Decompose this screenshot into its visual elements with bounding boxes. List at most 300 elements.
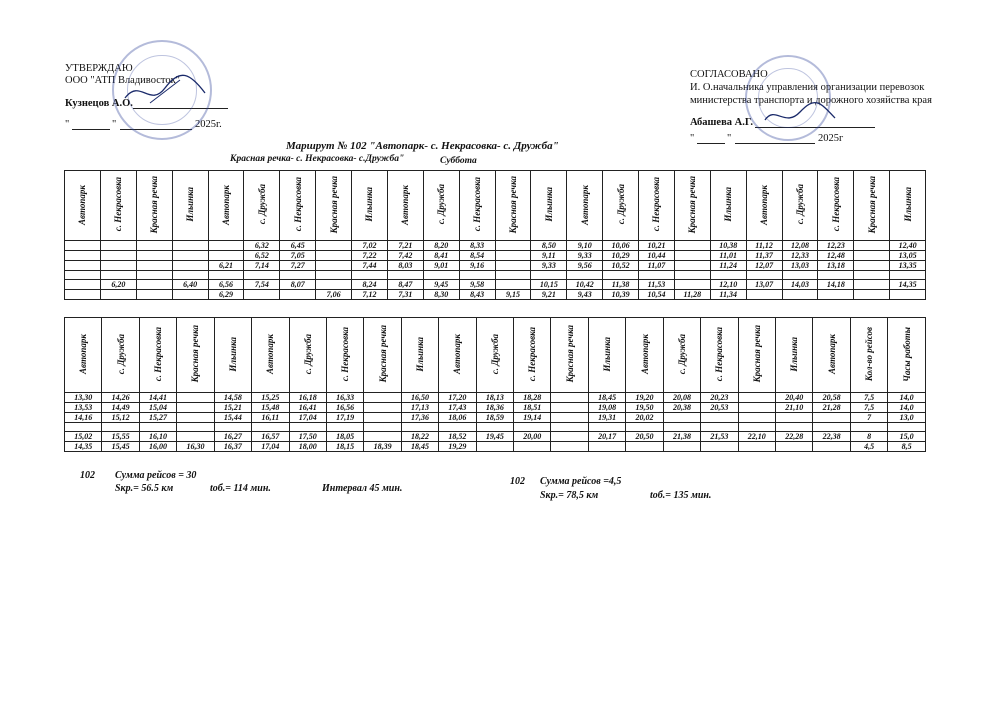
table-cell: 18,59 [476,413,513,423]
table-cell: 8,47 [387,280,423,290]
table-cell [738,413,775,423]
table-cell: 13,53 [65,403,102,413]
column-header-label: Ильинка [602,336,613,372]
column-header [459,171,495,241]
table-cell [514,442,551,452]
table-cell [244,290,280,300]
table-cell: 16,37 [214,442,251,452]
table-cell: 7,5 [850,393,887,403]
table-cell [177,423,214,432]
table-cell: 20,23 [701,393,738,403]
table-row [65,432,926,442]
column-header-label: с. Дружба [489,333,500,375]
table-cell [65,241,101,251]
table-cell [316,280,352,290]
column-header-label: Автопарк [77,184,88,225]
table-cell [818,271,854,280]
table-cell [495,241,531,251]
table-cell: 10,21 [639,241,675,251]
table-cell: 17,36 [401,413,438,423]
table-cell [208,241,244,251]
table-cell [854,290,890,300]
table-cell: 8,5 [888,442,926,452]
table-row [65,280,926,290]
route-subtitle: Красная речка- с. Некрасовка- с.Дружба" [230,154,405,164]
column-header [890,171,926,241]
table-cell: 21,10 [776,403,813,413]
table-cell [626,442,663,452]
table-cell [172,290,208,300]
table-cell: 15,25 [252,393,289,403]
table-cell [364,393,401,403]
table-cell: 14,26 [102,393,139,403]
table-cell: 7,54 [244,280,280,290]
column-header-label: Ильинка [364,187,375,222]
table-cell [139,423,176,432]
table-cell: 17,19 [326,413,363,423]
table-cell [364,432,401,442]
table-cell: 13,30 [65,393,102,403]
table-cell: 14,18 [818,280,854,290]
table-cell [136,241,172,251]
approval-left-day-line [72,129,110,130]
table-cell: 11,12 [746,241,782,251]
table-cell: 22,28 [776,432,813,442]
table-cell [100,271,136,280]
table-cell: 9,10 [567,241,603,251]
table-cell: 15,04 [139,403,176,413]
column-header [603,171,639,241]
column-header [701,318,738,393]
column-header-label: Ильинка [415,336,425,372]
approval-right-day-line [697,143,725,144]
table-cell: 9,16 [459,261,495,271]
table-cell [208,271,244,280]
table-cell [854,241,890,251]
table-cell [280,290,316,300]
table-cell [551,442,588,452]
column-header-label: Автопарк [826,334,837,374]
table-cell: 18,52 [439,432,476,442]
column-header [746,171,782,241]
table-cell: 20,40 [776,393,813,403]
table-cell [316,271,352,280]
table-cell: 9,01 [423,261,459,271]
table-cell: 12,40 [890,241,926,251]
table-cell: 8,20 [423,241,459,251]
table-cell: 18,51 [514,403,551,413]
table-cell [177,403,214,413]
column-header-label: Автопарк [639,334,650,374]
table-cell [136,280,172,290]
table-cell: 8,24 [352,280,388,290]
table-cell: 12,08 [782,241,818,251]
table-cell [663,442,700,452]
table-row [65,241,926,251]
column-header [776,318,813,393]
table-cell: 9,33 [567,251,603,261]
column-header [364,318,401,393]
column-header-label: Автопарк [265,334,276,374]
table-cell [177,393,214,403]
column-header [280,171,316,241]
column-header [326,318,363,393]
table-cell [701,413,738,423]
column-header-label: с. Некрасовка [113,177,124,232]
column-header [177,318,214,393]
table-cell: 16,30 [177,442,214,452]
table-cell [352,271,388,280]
table-cell: 12,23 [818,241,854,251]
column-header [663,318,700,393]
table-cell: 13,35 [890,261,926,271]
table-cell [663,413,700,423]
table-cell [813,442,850,452]
column-header-label: с. Некрасовка [292,177,303,232]
column-header [674,171,710,241]
table-row [65,403,926,413]
table-cell: 6,40 [172,280,208,290]
table-cell [65,290,101,300]
table-cell: 17,13 [401,403,438,413]
column-header [514,318,551,393]
table-cell [100,290,136,300]
footer-right-trips: Сумма рейсов =4,5 [540,476,622,487]
table-cell [701,442,738,452]
table-row [65,261,926,271]
table-cell [588,423,625,432]
approval-right-date-close: " [727,133,732,144]
table-cell: 16,18 [289,393,326,403]
table-cell [701,423,738,432]
table-cell: 14,35 [65,442,102,452]
table-cell: 17,20 [439,393,476,403]
table-cell [890,271,926,280]
table-cell [316,241,352,251]
column-header-label: с. Дружба [794,184,805,225]
footer-left-route: 102 [80,470,95,481]
table-cell: 16,41 [289,403,326,413]
table-cell [746,271,782,280]
table-cell: 12,33 [782,251,818,261]
table-cell: 16,56 [326,403,363,413]
column-header [172,171,208,241]
table-cell: 13,18 [818,261,854,271]
table-row [65,423,926,432]
column-header [551,318,588,393]
table-cell: 11,37 [746,251,782,261]
table-cell: 6,52 [244,251,280,261]
table-cell: 18,36 [476,403,513,413]
approval-right-position-2: министерства транспорта и дорожного хозяйства края [690,95,932,106]
column-header-label: с. Дружба [615,184,626,225]
table-cell: 18,39 [364,442,401,452]
table-cell: 19,20 [626,393,663,403]
table-cell [663,423,700,432]
table-cell [551,413,588,423]
table-cell [746,290,782,300]
table-cell: 14,16 [65,413,102,423]
table-cell: 8,33 [459,241,495,251]
table-cell: 15,55 [102,432,139,442]
column-header-label: с. Некрасовка [153,326,164,382]
table-cell: 14,41 [139,393,176,403]
table-cell: 8,07 [280,280,316,290]
table-cell [551,423,588,432]
column-header [65,318,102,393]
table-cell [214,423,251,432]
table-cell: 20,17 [588,432,625,442]
table-cell: 11,28 [674,290,710,300]
table-cell [854,271,890,280]
table-cell: 13,0 [888,413,926,423]
table-cell: 10,38 [710,241,746,251]
table-cell: 20,00 [514,432,551,442]
table-cell [710,271,746,280]
table-cell [782,271,818,280]
table-cell: 15,45 [102,442,139,452]
table-cell: 6,56 [208,280,244,290]
column-header [531,171,567,241]
table-cell: 21,28 [813,403,850,413]
table-cell: 7,27 [280,261,316,271]
table-cell: 14,35 [890,280,926,290]
table-cell [177,413,214,423]
table-cell [316,251,352,261]
table-cell: 10,29 [603,251,639,261]
table-cell [439,423,476,432]
table-cell: 11,07 [639,261,675,271]
column-header [65,171,101,241]
table-cell: 7,06 [316,290,352,300]
column-header-label: с. Дружба [256,184,267,225]
table-cell [495,280,531,290]
table-cell [551,403,588,413]
table-cell: 8,54 [459,251,495,261]
table-cell [495,251,531,261]
column-header [813,318,850,393]
table-cell: 12,48 [818,251,854,261]
table-cell: 19,08 [588,403,625,413]
table-cell [738,403,775,413]
column-header-label: Красная речка [751,325,762,383]
column-header [782,171,818,241]
column-header-label: с. Некрасовка [472,177,483,232]
table-cell [776,423,813,432]
table-cell: 16,11 [252,413,289,423]
table-cell [459,271,495,280]
table-cell: 14,58 [214,393,251,403]
column-header-label: Красная речка [149,175,160,234]
column-header [850,318,887,393]
table-cell [65,261,101,271]
footer-right-turnaround: tоб.= 135 мин. [650,490,712,501]
table-cell: 7,12 [352,290,388,300]
table-cell: 20,53 [701,403,738,413]
table-cell: 11,24 [710,261,746,271]
table-cell: 8,03 [387,261,423,271]
column-header [626,318,663,393]
approval-right-month-line [735,143,815,144]
table-cell [588,442,625,452]
table-cell: 16,10 [139,432,176,442]
day-label: Суббота [440,156,477,166]
column-header [352,171,388,241]
footer-left-turnaround: tоб.= 114 мин. [210,483,271,494]
column-header [244,171,280,241]
table-cell: 10,52 [603,261,639,271]
approval-right-position-1: И. О.начальника управления организации перевозок [690,82,925,93]
table-cell: 22,10 [738,432,775,442]
table-cell: 20,08 [663,393,700,403]
table-cell [674,251,710,261]
column-header [588,318,625,393]
table-cell [476,442,513,452]
column-header-label: Автопарк [78,334,89,374]
table-cell [65,423,102,432]
footer-left-trips: Сумма рейсов = 30 [115,470,197,481]
column-header-label: Ильинка [902,187,913,222]
table-cell [551,393,588,403]
table-cell: 7,14 [244,261,280,271]
table-cell [172,271,208,280]
column-header-label: Кол-во рейсов [864,326,875,382]
table-cell: 18,45 [588,393,625,403]
column-header-label: с. Некрасовка [527,326,538,382]
table-cell: 7,02 [352,241,388,251]
table-cell [364,423,401,432]
table-cell: 18,15 [326,442,363,452]
table-cell [626,423,663,432]
column-header [316,171,352,241]
table-cell: 10,44 [639,251,675,261]
table-cell [850,423,887,432]
signature-left [120,68,210,113]
approval-left-org: ООО "АТП Владивосток" [65,75,180,86]
table-cell: 11,53 [639,280,675,290]
table-cell: 20,50 [626,432,663,442]
table-cell [854,261,890,271]
table-cell: 19,45 [476,432,513,442]
column-header-label: Ильинка [543,187,554,222]
table-cell [208,251,244,261]
table-cell: 15,0 [888,432,926,442]
table-cell [252,423,289,432]
schedule-table-1 [64,170,926,300]
column-header-label: Автопарк [759,184,770,225]
table-cell [326,423,363,432]
table-cell [100,251,136,261]
table-cell: 7,21 [387,241,423,251]
signature-right [760,100,840,130]
table-cell [674,241,710,251]
column-header [387,171,423,241]
table-cell [888,423,926,432]
table-cell [172,241,208,251]
table-cell: 16,27 [214,432,251,442]
approval-left-date-open: " [65,119,70,130]
table-cell: 17,04 [252,442,289,452]
column-header-label: с. Некрасовка [714,326,725,382]
table-cell [776,442,813,452]
table-cell: 16,33 [326,393,363,403]
table-cell: 15,21 [214,403,251,413]
table-cell [476,423,513,432]
table-cell: 20,02 [626,413,663,423]
table-cell: 16,00 [139,442,176,452]
table-cell [495,261,531,271]
table-cell [603,271,639,280]
column-header [639,171,675,241]
column-header [818,171,854,241]
column-header-label: с. Дружба [436,184,447,225]
table-cell: 6,20 [100,280,136,290]
column-header-label: Ильинка [227,336,238,372]
column-header [100,171,136,241]
footer-right-distance: Sкр.= 78,5 км [540,490,599,501]
table-cell: 20,58 [813,393,850,403]
table-cell [813,413,850,423]
table-cell [818,290,854,300]
table-cell [674,280,710,290]
table-row [65,290,926,300]
column-header-label: Красная речка [328,175,339,234]
table-cell: 9,11 [531,251,567,261]
table-cell [567,271,603,280]
column-header-label: Автопарк [579,184,590,225]
column-header [139,318,176,393]
column-header-label: с. Некрасовка [830,177,841,232]
table-cell [674,261,710,271]
table-cell: 18,28 [514,393,551,403]
table-cell: 8,50 [531,241,567,251]
table-cell [738,442,775,452]
approval-right-date-open: " [690,133,695,144]
column-header [423,171,459,241]
table-cell: 15,48 [252,403,289,413]
column-header-label: Красная речка [507,175,518,234]
column-header [495,171,531,241]
approval-right-year: 2025г [818,133,844,144]
table-cell: 14,0 [888,393,926,403]
table-cell [776,413,813,423]
table-cell: 8,30 [423,290,459,300]
table-cell: 8 [850,432,887,442]
table-cell: 18,45 [401,442,438,452]
table-cell: 9,45 [423,280,459,290]
table-cell: 6,21 [208,261,244,271]
column-header-label: с. Некрасовка [651,177,662,232]
table-cell [364,403,401,413]
table-cell: 21,38 [663,432,700,442]
table-cell [136,290,172,300]
column-header-label: Ильинка [723,187,734,222]
column-header-label: с. Дружба [302,333,313,375]
column-header-label: Красная речка [564,325,575,383]
table-cell [890,290,926,300]
table-cell: 9,21 [531,290,567,300]
table-cell [100,241,136,251]
table-cell [531,271,567,280]
footer-left-interval: Интервал 45 мин. [322,483,403,494]
column-header-label: Красная речка [687,175,698,234]
table-cell: 6,45 [280,241,316,251]
table-cell: 19,14 [514,413,551,423]
table-cell: 10,06 [603,241,639,251]
table-cell [495,271,531,280]
column-header-label: Автопарк [400,184,411,225]
column-header-label: с. Дружба [115,333,126,375]
